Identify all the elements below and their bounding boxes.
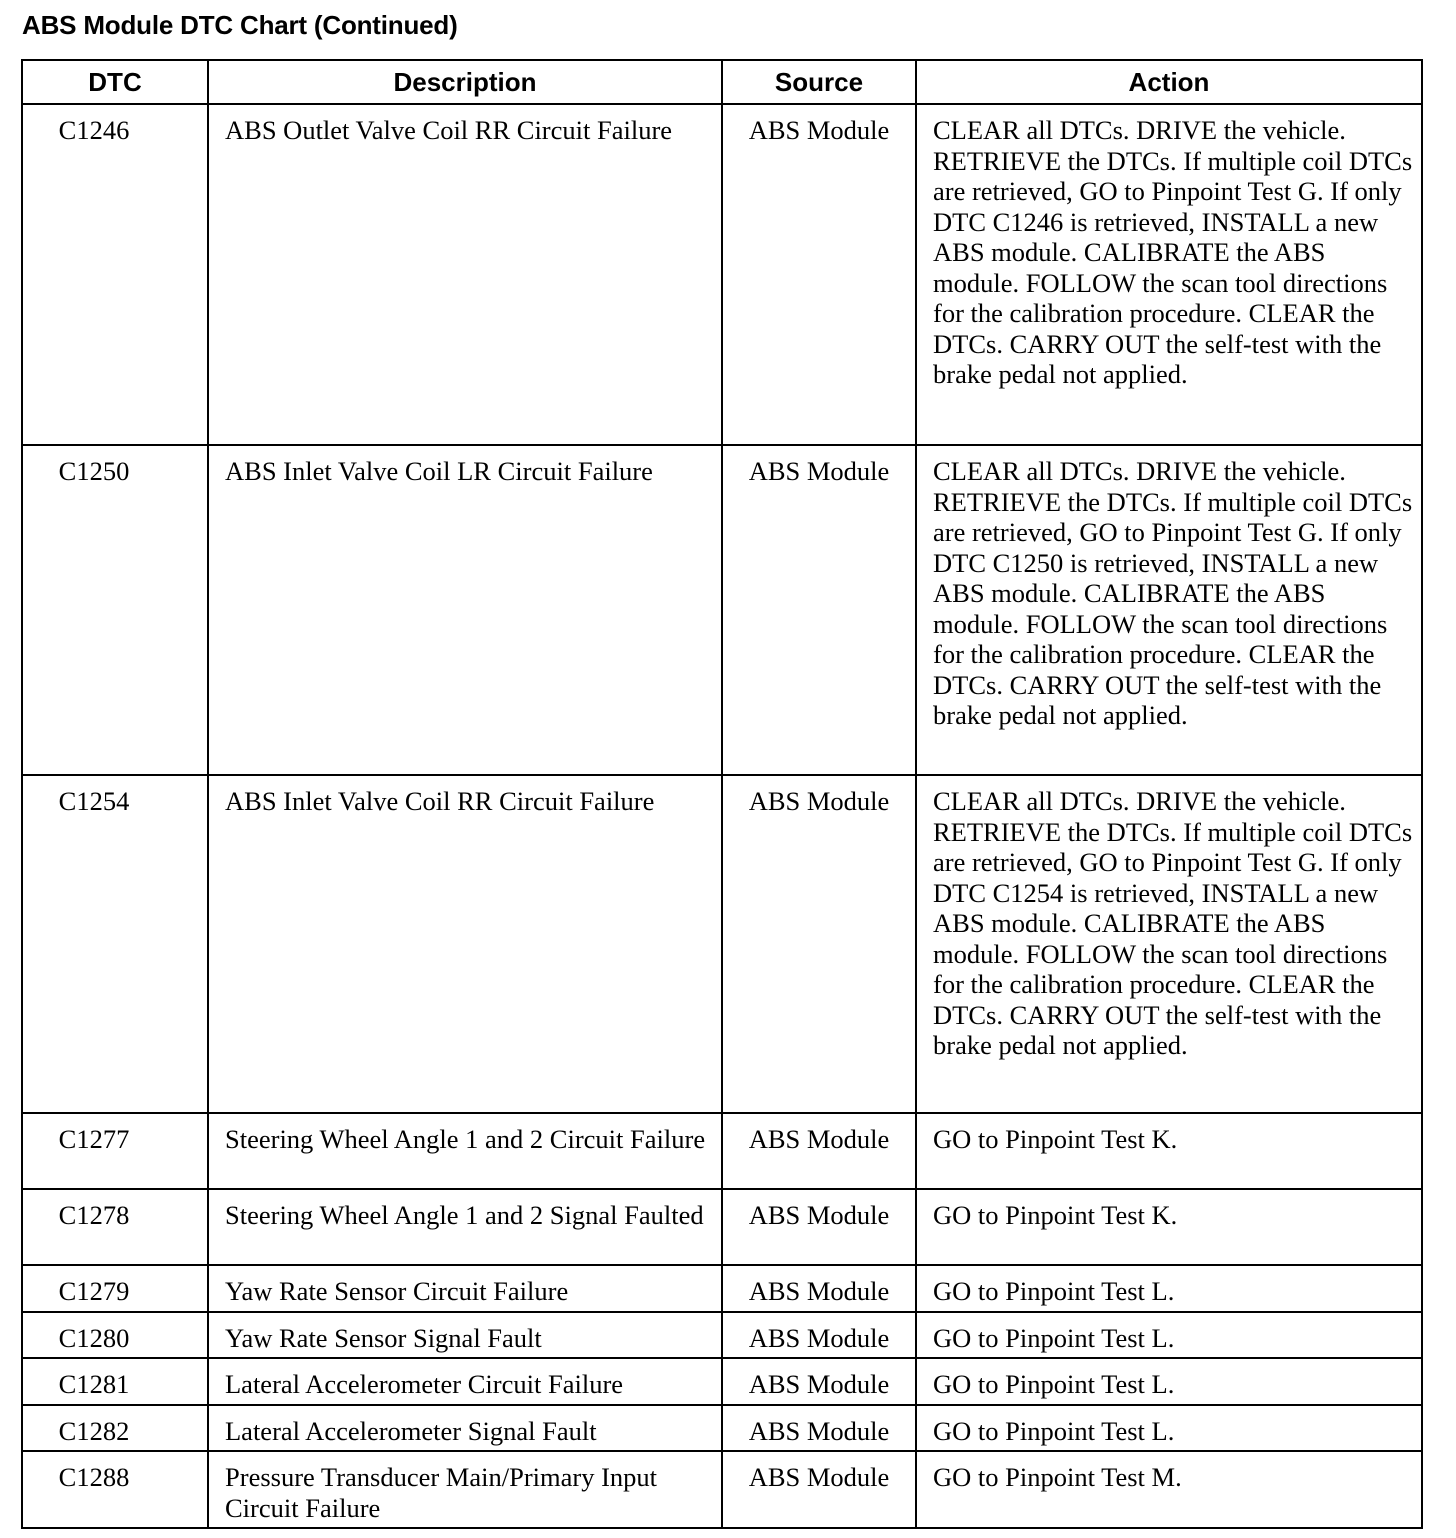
dtc-code: C1280 [22,1312,208,1359]
dtc-description: Pressure Transducer Main/Primary Input Circuit Failure [208,1451,722,1528]
dtc-source: ABS Module [722,1189,916,1265]
dtc-code: C1278 [22,1189,208,1265]
dtc-action: CLEAR all DTCs. DRIVE the vehicle. RETRIEVE the DTCs. If multiple coil DTCs are retrieved, GO to Pinpoint Test G. If only DTC C1250 is retrieved, INSTALL a new ABS module. CALIBRATE the ABS module. FOLLOW the scan tool directions for the calibration procedure. CLEAR the DTCs. CARRY OUT the self-test with the brake pedal not applied. [916,445,1422,775]
table-row [22,104,1422,445]
table-row [22,1451,1422,1528]
dtc-description: Lateral Accelerometer Circuit Failure [208,1358,722,1405]
header-dtc: DTC [22,60,208,104]
header-description: Description [208,60,722,104]
table-row [22,775,1422,1113]
dtc-source: ABS Module [722,1358,916,1405]
dtc-source: ABS Module [722,1312,916,1359]
dtc-action: GO to Pinpoint Test L. [916,1405,1422,1452]
dtc-action: GO to Pinpoint Test K. [916,1189,1422,1265]
dtc-action: GO to Pinpoint Test M. [916,1451,1422,1528]
dtc-code: C1277 [22,1113,208,1189]
dtc-action: CLEAR all DTCs. DRIVE the vehicle. RETRIEVE the DTCs. If multiple coil DTCs are retrieved, GO to Pinpoint Test G. If only DTC C1246 is retrieved, INSTALL a new ABS module. CALIBRATE the ABS module. FOLLOW the scan tool directions for the calibration procedure. CLEAR the DTCs. CARRY OUT the self-test with the brake pedal not applied. [916,104,1422,445]
dtc-description: Steering Wheel Angle 1 and 2 Signal Faulted [208,1189,722,1265]
table-row [22,1405,1422,1452]
dtc-description: Yaw Rate Sensor Signal Fault [208,1312,722,1359]
table-row [22,1312,1422,1359]
dtc-code: C1279 [22,1265,208,1312]
dtc-action: GO to Pinpoint Test L. [916,1358,1422,1405]
dtc-source: ABS Module [722,775,916,1113]
dtc-source: ABS Module [722,445,916,775]
dtc-code: C1254 [22,775,208,1113]
page-title: ABS Module DTC Chart (Continued) [22,10,458,40]
dtc-action: GO to Pinpoint Test L. [916,1265,1422,1312]
dtc-action: CLEAR all DTCs. DRIVE the vehicle. RETRIEVE the DTCs. If multiple coil DTCs are retrieved, GO to Pinpoint Test G. If only DTC C1254 is retrieved, INSTALL a new ABS module. CALIBRATE the ABS module. FOLLOW the scan tool directions for the calibration procedure. CLEAR the DTCs. CARRY OUT the self-test with the brake pedal not applied. [916,775,1422,1113]
table-row [22,445,1422,775]
dtc-code: C1288 [22,1451,208,1528]
dtc-source: ABS Module [722,1113,916,1189]
table-row [22,1113,1422,1189]
header-source: Source [722,60,916,104]
dtc-description: Lateral Accelerometer Signal Fault [208,1405,722,1452]
dtc-table [21,59,1423,1529]
dtc-code: C1281 [22,1358,208,1405]
dtc-action: GO to Pinpoint Test L. [916,1312,1422,1359]
dtc-description: ABS Inlet Valve Coil LR Circuit Failure [208,445,722,775]
dtc-description: ABS Outlet Valve Coil RR Circuit Failure [208,104,722,445]
table-row [22,1189,1422,1265]
dtc-source: ABS Module [722,1265,916,1312]
table-header-row [22,60,1422,104]
dtc-description: Yaw Rate Sensor Circuit Failure [208,1265,722,1312]
dtc-description: ABS Inlet Valve Coil RR Circuit Failure [208,775,722,1113]
dtc-description: Steering Wheel Angle 1 and 2 Circuit Failure [208,1113,722,1189]
table-row [22,1265,1422,1312]
dtc-source: ABS Module [722,1405,916,1452]
dtc-source: ABS Module [722,1451,916,1528]
table-row [22,1358,1422,1405]
header-action: Action [916,60,1422,104]
dtc-code: C1246 [22,104,208,445]
dtc-source: ABS Module [722,104,916,445]
dtc-action: GO to Pinpoint Test K. [916,1113,1422,1189]
dtc-code: C1250 [22,445,208,775]
dtc-code: C1282 [22,1405,208,1452]
